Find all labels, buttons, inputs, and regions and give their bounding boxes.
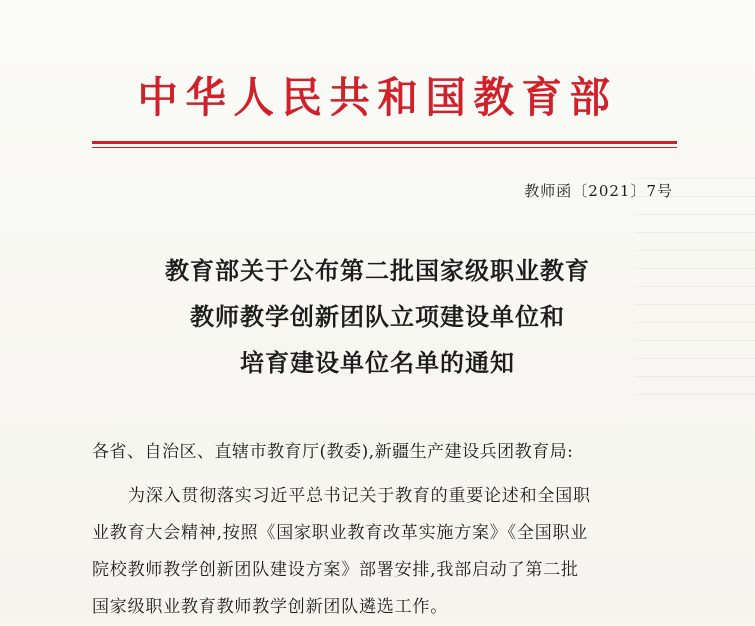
title-line-1: 教育部关于公布第二批国家级职业教育 (165, 257, 590, 285)
body-line-2: 业教育大会精神,按照《国家职业教育改革实施方案》《全国职业 (92, 523, 589, 543)
red-rule-thick (92, 141, 677, 144)
body-line-1: 为深入贯彻落实习近平总书记关于教育的重要论述和全国职 (128, 486, 591, 506)
title-line-2: 教师教学创新团队立项建设单位和 (190, 303, 565, 331)
red-rule-thin (92, 147, 677, 148)
document-number: 教师函〔2021〕7号 (524, 182, 673, 200)
body-line-4: 国家级职业教育教师教学创新团队遴选工作。 (92, 597, 448, 617)
title-line-3: 培育建设单位名单的通知 (240, 349, 515, 377)
ministry-header: 中华人民共和国教育部 (137, 73, 618, 122)
body-line-3: 院校教师教学创新团队建设方案》部署安排,我部启动了第二批 (92, 560, 579, 580)
notice-title (0, 248, 755, 386)
salutation: 各省、自治区、直辖市教育厅(教委),新疆生产建设兵团教育局: (92, 442, 574, 462)
body-paragraph (92, 478, 682, 626)
